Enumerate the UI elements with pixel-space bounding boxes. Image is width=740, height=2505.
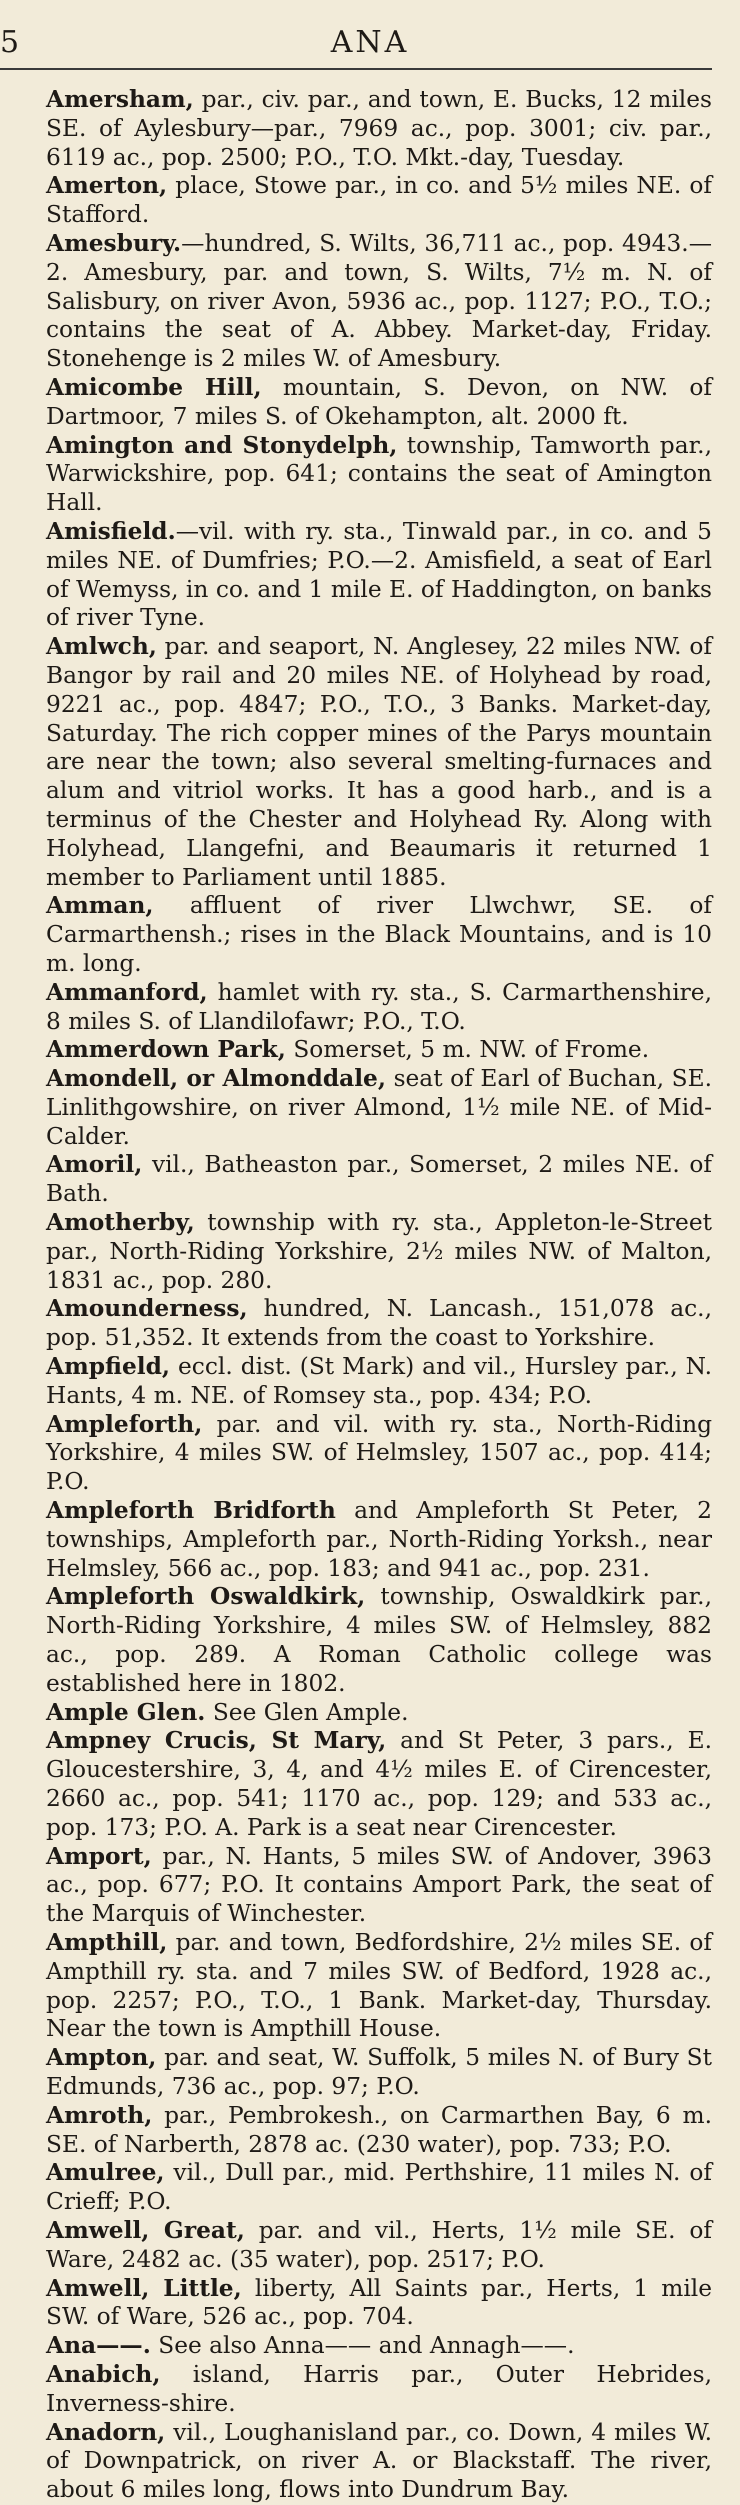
entry-text: par., Pembrokesh., on Carmarthen Bay, 6 m. SE. of Narberth, 2878 ac. (230 water), pop. 733; P.O. bbox=[46, 2101, 712, 2158]
entry-text: —vil. with ry. sta., Tinwald par., in co. and 5 miles NE. of Dumfries; P.O.—2. Amisfield, a seat of Earl of Wemyss, in co. and 1 mile E. of Haddington, on banks of river Tyne. bbox=[46, 517, 712, 632]
gazetteer-entry bbox=[46, 1353, 712, 1411]
entry-text: mountain, S. Devon, on NW. of Dartmoor, 7 miles S. of Okehampton, alt. 2000 ft. bbox=[46, 373, 712, 430]
entry-text: par. and seat, W. Suffolk, 5 miles N. of Bury St Edmunds, 736 ac., pop. 97; P.O. bbox=[46, 2044, 712, 2100]
gazetteer-entry bbox=[46, 1295, 712, 1353]
entry-text: par. and seaport, N. Anglesey, 22 miles NW. of Bangor by rail and 20 miles NE. of Holyhead by road, 9221 ac., pop. 4847; P.O., T.O., 3 Banks. Market-day, Saturday. The rich copper mines of the Parys mountain are near the town; also several smelting-furnaces and alum and vitriol works. It has a good harb., and is a terminus of the Chester and Holyhead Ry. Along with Holyhead, Llangefni, and Beaumaris it returned 1 member to Parliament until 1885. bbox=[46, 633, 712, 891]
entry-text: vil., Dull par., mid. Perthshire, 11 miles N. of Crieff; P.O. bbox=[46, 2159, 712, 2216]
gazetteer-entry bbox=[46, 979, 712, 1037]
gazetteer-entry bbox=[46, 2361, 712, 2419]
entry-text: vil., Loughanisland par., co. Down, 4 miles W. of Downpatrick, on river A. or Blackstaff. The river, about 6 miles long, flows into Dundrum Bay. bbox=[46, 2418, 712, 2504]
gazetteer-entry bbox=[46, 1583, 712, 1698]
entry-headword: Amisfield. bbox=[46, 517, 176, 545]
running-head: ANA bbox=[330, 25, 410, 60]
entry-list bbox=[46, 86, 712, 2505]
entry-text: island, Harris par., Outer Hebrides, Inverness-shire. bbox=[46, 2360, 712, 2417]
entry-text: par. and vil. with ry. sta., North-Riding Yorkshire, 4 miles SW. of Helmsley, 1507 ac., pop. 414; P.O. bbox=[46, 1410, 712, 1496]
entry-text: par. and vil., Herts, 1½ mile SE. of Ware, 2482 ac. (35 water), pop. 2517; P.O. bbox=[46, 2216, 713, 2273]
entry-headword: Amulree, bbox=[46, 2159, 165, 2187]
entry-headword: Amlwch, bbox=[46, 633, 157, 661]
entry-headword: Ampney Crucis, St Mary, bbox=[46, 1727, 387, 1755]
entry-text: par. and town, Bedfordshire, 2½ miles SE. of Ampthill ry. sta. and 7 miles SW. of Bedford, 1928 ac., pop. 2257; P.O., T.O., 1 Bank. Market-day, Thursday. Near the town is Ampthill House. bbox=[46, 1929, 712, 2043]
entry-headword: Ampleforth Oswaldkirk, bbox=[46, 1583, 366, 1611]
entry-text: liberty, All Saints par., Herts, 1 mile SW. of Ware, 526 ac., pop. 704. bbox=[46, 2274, 713, 2331]
gazetteer-entry bbox=[46, 1699, 712, 1728]
gazetteer-entry bbox=[46, 2217, 712, 2275]
gazetteer-entry bbox=[46, 172, 712, 230]
entry-headword: Ampfield, bbox=[46, 1353, 171, 1381]
entry-text: See also Anna—— and Annagh——. bbox=[150, 2332, 575, 2360]
entry-text: —hundred, S. Wilts, 36,711 ac., pop. 4943.—2. Amesbury, par. and town, S. Wilts, 7½ m. N. of Salisbury, on river Avon, 5936 ac., pop. 1127; P.O., T.O.; contains the seat of A. Abbey. Market-day, Friday. Stonehenge is 2 miles W. of Amesbury. bbox=[46, 229, 712, 373]
entry-headword: Anadorn, bbox=[46, 2418, 166, 2446]
entry-headword: Ampton, bbox=[46, 2044, 157, 2072]
gazetteer-entry bbox=[46, 1036, 712, 1065]
entry-text: hundred, N. Lancash., 151,078 ac., pop. 51,352. It extends from the coast to Yorkshire. bbox=[46, 1295, 712, 1352]
entry-headword: Amman, bbox=[46, 892, 154, 920]
gazetteer-entry bbox=[46, 1151, 712, 1209]
gazetteer-entry bbox=[46, 2159, 712, 2217]
gazetteer-entry bbox=[46, 2419, 712, 2505]
entry-text: See Glen Ample. bbox=[205, 1698, 409, 1726]
entry-headword: Amesbury. bbox=[46, 229, 182, 257]
gazetteer-entry bbox=[46, 230, 712, 374]
entry-headword: Amwell, Little, bbox=[46, 2274, 242, 2302]
entry-text: place, Stowe par., in co. and 5½ miles NE. of Stafford. bbox=[46, 172, 712, 229]
entry-headword: Ampleforth Bridforth bbox=[46, 1497, 336, 1525]
entry-headword: Amroth, bbox=[46, 2101, 153, 2129]
entry-text: and Ampleforth St Peter, 2 townships, Ampleforth par., North-Riding Yorksh., near Helmsley, 566 ac., pop. 183; and 941 ac., pop. 231. bbox=[46, 1497, 712, 1582]
gazetteer-entry bbox=[46, 2044, 712, 2102]
gazetteer-entry bbox=[46, 1929, 712, 2044]
gazetteer-entry bbox=[46, 1843, 712, 1929]
gazetteer-entry bbox=[46, 2275, 712, 2333]
entry-headword: Amport, bbox=[46, 1842, 152, 1870]
entry-text: par., N. Hants, 5 miles SW. of Andover, 3963 ac., pop. 677; P.O. It contains Amport Park, the seat of the Marquis of Winchester. bbox=[46, 1842, 712, 1928]
gazetteer-entry bbox=[46, 374, 712, 432]
entry-headword: Ampleforth, bbox=[46, 1410, 203, 1438]
entry-text: affluent of river Llwchwr, SE. of Carmarthensh.; rises in the Black Mountains, and is 10 m. long. bbox=[46, 892, 712, 977]
entry-text: Somerset, 5 m. NW. of Frome. bbox=[285, 1036, 650, 1064]
entry-headword: Amicombe Hill, bbox=[46, 373, 262, 401]
gazetteer-entry bbox=[46, 892, 712, 978]
gazetteer-entry bbox=[46, 432, 712, 518]
entry-headword: Ammanford, bbox=[46, 978, 208, 1006]
entry-text: hamlet with ry. sta., S. Carmarthenshire, 8 miles S. of Llandilofawr; P.O., T.O. bbox=[46, 978, 712, 1035]
entry-headword: Amoril, bbox=[46, 1151, 143, 1179]
entry-text: township, Tamworth par., Warwickshire, pop. 641; contains the seat of Amington Hall. bbox=[46, 431, 712, 517]
entry-text: township, Oswaldkirk par., North-Riding Yorkshire, 4 miles SW. of Helmsley, 882 ac., pop. 289. A Roman Catholic college was established here in 1802. bbox=[46, 1583, 712, 1697]
entry-headword: Amwell, Great, bbox=[46, 2216, 245, 2244]
header-rule bbox=[0, 68, 712, 70]
entry-headword: Ammerdown Park, bbox=[46, 1036, 286, 1064]
gazetteer-entry bbox=[46, 1727, 712, 1842]
gazetteer-entry bbox=[46, 2332, 712, 2361]
gazetteer-entry bbox=[46, 86, 712, 172]
entry-headword: Amotherby, bbox=[46, 1209, 195, 1237]
entry-headword: Anabich, bbox=[46, 2360, 161, 2388]
entry-text: vil., Batheaston par., Somerset, 2 miles NE. of Bath. bbox=[46, 1151, 712, 1208]
gazetteer-entry bbox=[46, 1497, 712, 1583]
entry-headword: Ampthill, bbox=[46, 1929, 168, 1956]
gazetteer-entry bbox=[46, 1209, 712, 1295]
entry-headword: Amondell, or Almonddale, bbox=[46, 1065, 386, 1093]
entry-headword: Ana——. bbox=[46, 2332, 151, 2360]
entry-text: township with ry. sta., Appleton-le-Street par., North-Riding Yorkshire, 2½ miles NW. of Malton, 1831 ac., pop. 280. bbox=[46, 1209, 712, 1294]
gazetteer-entry bbox=[46, 2102, 712, 2160]
gazetteer-entry bbox=[46, 1065, 712, 1151]
page-number: 5 bbox=[0, 25, 20, 60]
entry-text: seat of Earl of Buchan, SE. Linlithgowshire, on river Almond, 1½ mile NE. of Mid-Calder. bbox=[46, 1065, 713, 1150]
entry-text: and St Peter, 3 pars., E. Gloucestershire, 3, 4, and 4½ miles E. of Cirencester, 2660 ac., pop. 541; 1170 ac., pop. 129; and 533 ac., pop. 173; P.O. A. Park is a seat near Cirencester. bbox=[46, 1727, 712, 1841]
gazetteer-entry bbox=[46, 633, 712, 892]
gazetteer-entry bbox=[46, 1411, 712, 1497]
entry-text: par., civ. par., and town, E. Bucks, 12 miles SE. of Aylesbury—par., 7969 ac., pop. 3001; civ. par., 6119 ac., pop. 2500; P.O., T.O. Mkt.-day, Tuesday. bbox=[46, 86, 712, 171]
entry-headword: Amington and Stonydelph, bbox=[46, 431, 398, 459]
entry-headword: Ample Glen. bbox=[46, 1698, 206, 1726]
page-header bbox=[0, 0, 740, 62]
entry-headword: Amerton, bbox=[46, 172, 168, 200]
entry-headword: Amersham, bbox=[46, 86, 194, 113]
entry-text: eccl. dist. (St Mark) and vil., Hursley par., N. Hants, 4 m. NE. of Romsey sta., pop. 434; P.O. bbox=[46, 1353, 712, 1409]
gazetteer-entry bbox=[46, 518, 712, 633]
entry-headword: Amounderness, bbox=[46, 1295, 248, 1323]
